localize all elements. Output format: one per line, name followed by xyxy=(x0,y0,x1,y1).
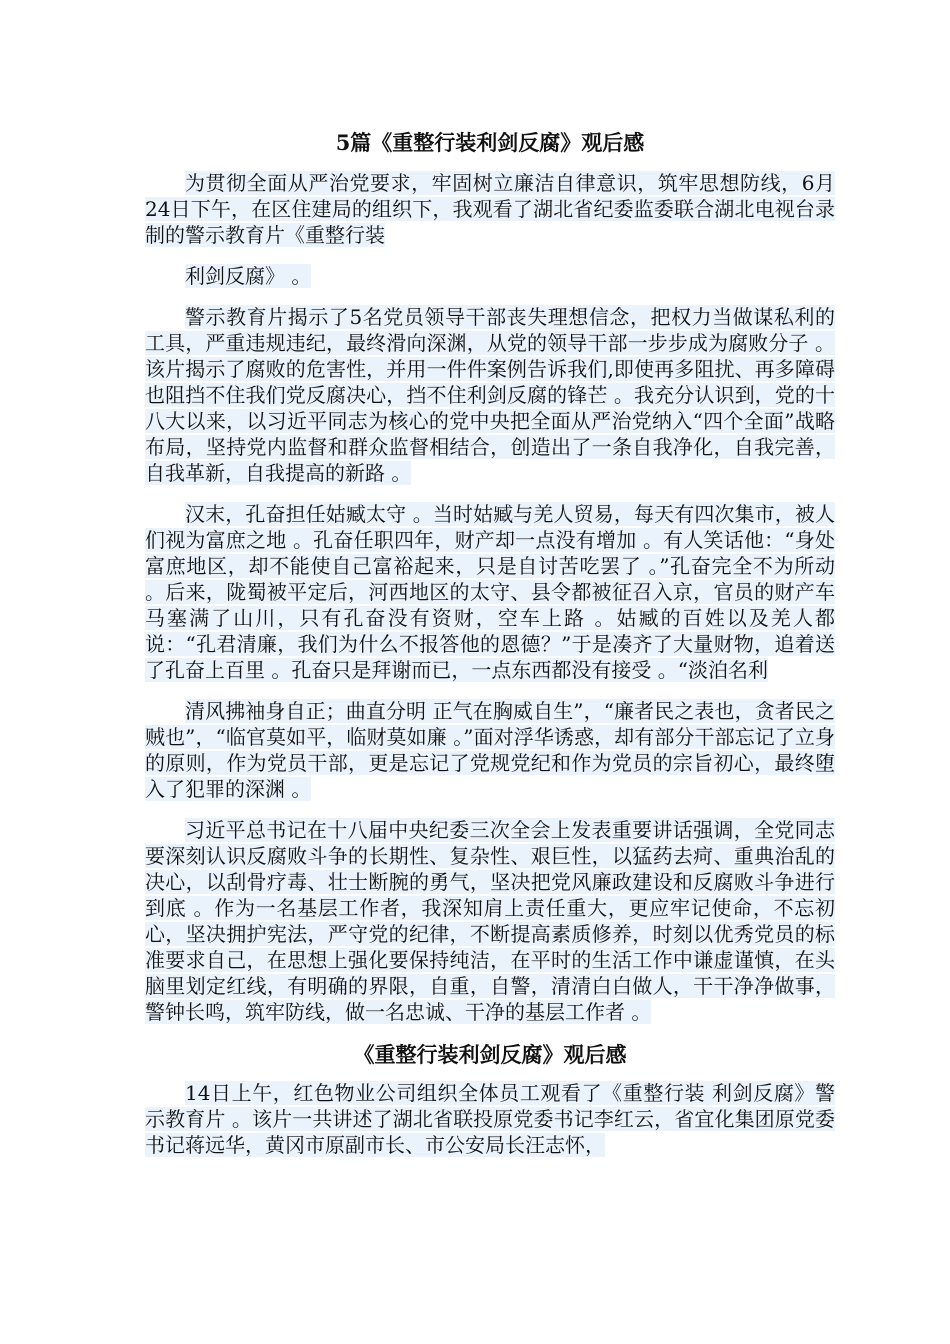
paragraph-text: 警示教育片揭示了5名党员领导干部丧失理想信念，把权力当做谋私利的工具，严重违规违纪，最终滑向深渊，从党的领导干部一步步成为腐败分子 。该片揭示了腐败的危害性，并用一件件案例告诉我们,即使再多阻扰、再多障碍也阻挡不住我们党反腐决心，挡不住利剑反腐的锋芒 。我充分认识到，党的十八大以来，以习近平同志为核心的党中央把全面从严治党纳入“四个全面”战略布局，坚持党内监督和群众监督相结合，创造出了一条自我净化，自我完善，自我革新，自我提高的新路 。 xyxy=(145,305,835,485)
paragraph-text: 清风拂袖身自正；曲直分明 正气在胸威自生”，“廉者民之表也，贪者民之贼也”，“临官莫如平，临财莫如廉 。”面对浮华诱惑，却有部分干部忘记了立身的原则，作为党员干部，更是忘记了党规党纪和作为党员的宗旨初心，最终堕入了犯罪的深渊 。 xyxy=(145,699,835,801)
section-title: 《重整行装利剑反腐》观后感 xyxy=(353,1042,627,1067)
paragraph-text: 为贯彻全面从严治党要求，牢固树立廉洁自律意识，筑牢思想防线，6月24日下午，在区住建局的组织下，我观看了湖北省纪委监委联合湖北电视台录制的警示教育片《重整行装 xyxy=(145,171,835,247)
paragraph xyxy=(145,698,835,802)
paragraph xyxy=(145,263,835,289)
paragraph xyxy=(145,501,835,683)
paragraph-text: 汉末，孔奋担任姑臧太守 。当时姑臧与羌人贸易，每天有四次集市，被人们视为富庶之地 。孔奋任职四年，财产却一点没有增加 。有人笑话他：“身处富庶地区，却不能使自己富裕起来，只是自讨苦吃罢了 。”孔奋完全不为所动 。后来，陇蜀被平定后，河西地区的太守、县令都被征召入京，官员的财产车马塞满了山川，只有孔奋没有资财，空车上路 。姑臧的百姓以及羌人都说：“孔君清廉，我们为什么不报答他的恩德？”于是凑齐了大量财物，追着送了孔奋上百里 。孔奋只是拜谢而已，一点东西都没有接受 。“淡泊名利 xyxy=(145,502,835,682)
paragraph-text: 14日上午，红色物业公司组织全体员工观看了《重整行装 利剑反腐》警示教育片 。该片一共讲述了湖北省联投原党委书记李红云，省宜化集团原党委书记蒋远华，黄冈市原副市长、市公安局长汪志怀， xyxy=(145,1081,835,1157)
paragraph xyxy=(145,170,835,248)
paragraph xyxy=(145,304,835,486)
paragraph-text: 习近平总书记在十八届中央纪委三次全会上发表重要讲话强调，全党同志要深刻认识反腐败斗争的长期性、复杂性、艰巨性，以猛药去疴、重典治乱的决心，以刮骨疗毒、壮士断腕的勇气，坚决把党风廉政建设和反腐败斗争进行到底 。作为一名基层工作者，我深知肩上责任重大，更应牢记使命，不忘初心，坚决拥护宪法，严守党的纪律，不断提高素质修养，时刻以优秀党员的标准要求自己，在思想上强化要保持纯洁，在平时的生活工作中谦虚谨慎，在头脑里划定红线，有明确的界限，自重，自警，清清白白做人，干干净净做事，警钟长鸣，筑牢防线，做一名忠诚、干净的基层工作者 。 xyxy=(145,818,835,1024)
document-body xyxy=(145,128,835,1173)
paragraph-text: 利剑反腐》 。 xyxy=(185,264,312,288)
document-title: 5篇《重整行装利剑反腐》观后感 xyxy=(335,130,645,155)
paragraph xyxy=(145,817,835,1025)
paragraph xyxy=(145,1080,835,1158)
